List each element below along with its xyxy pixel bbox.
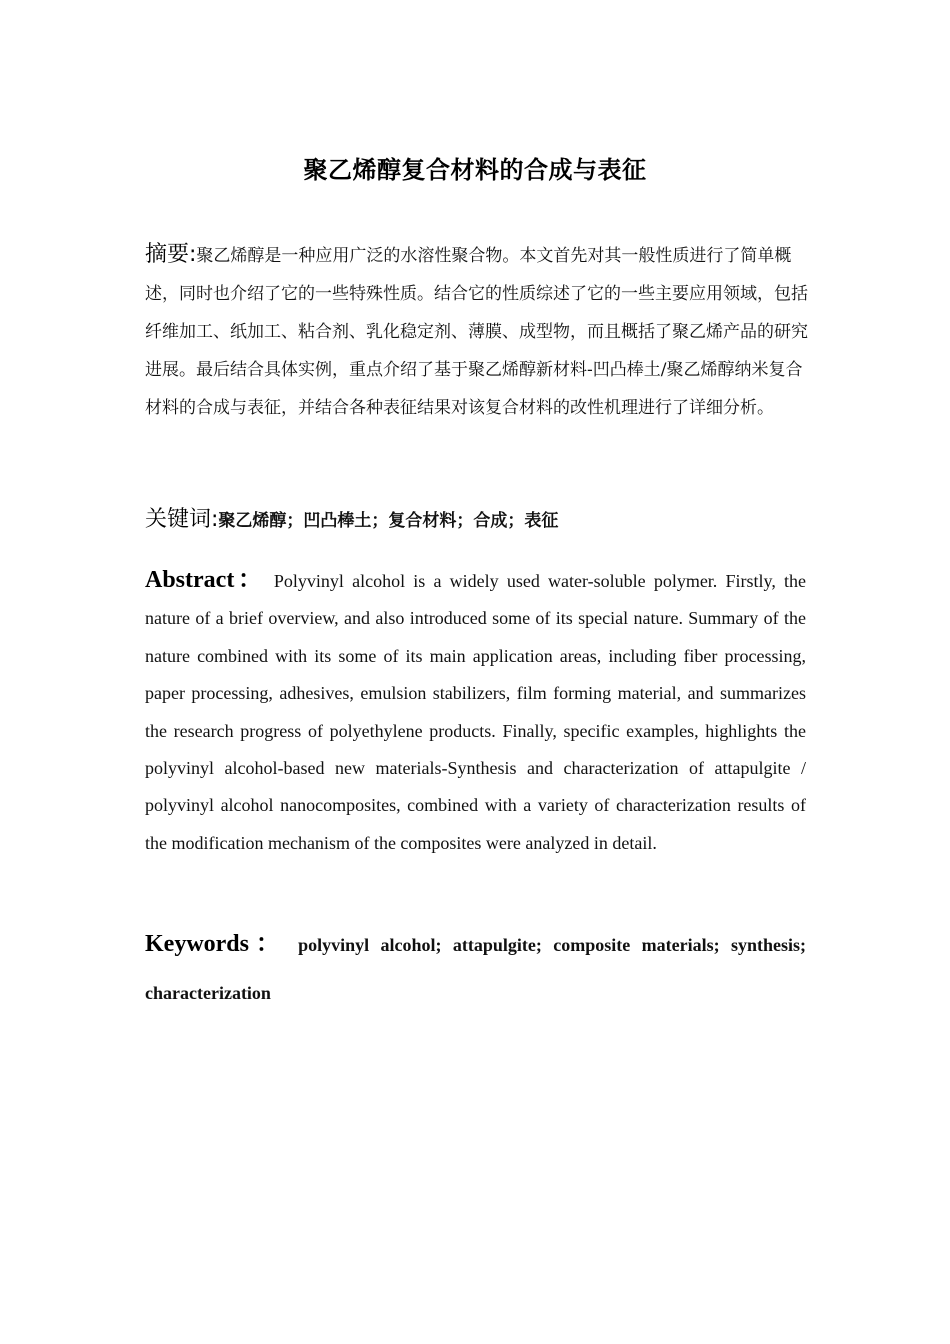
paper-title: 聚乙烯醇复合材料的合成与表征: [303, 156, 647, 184]
english-keywords: [145, 920, 806, 1017]
english-keywords-text: polyvinyl alcohol; attapulgite; composite materials; synthesis; characterization: [145, 935, 807, 1003]
english-keywords-label: Keywords：: [145, 931, 287, 957]
chinese-abstract-text: 聚乙烯醇是一种应用广泛的水溶性聚合物。本文首先对其一般性质进行了简单概述，同时也介绍了它的一些特殊性质。结合它的性质综述了它的一些主要应用领域，包括纤维加工、纸加工、粘合剂、乳化稳定剂、薄膜、成型物，而且概括了聚乙烯产品的研究进展。最后结合具体实例，重点介绍了基于聚乙烯醇新材料-凹凸棒土/聚乙烯醇纳米复合材料的合成与表征，并结合各种表征结果对该复合材料的改性机理进行了详细分析。: [145, 246, 808, 418]
chinese-keywords-text: 聚乙烯醇；凹凸棒土；复合材料；合成；表征: [218, 511, 559, 531]
english-abstract-label: Abstract：: [145, 567, 266, 593]
english-abstract-text: Polyvinyl alcohol is a widely used water-soluble polymer. Firstly, the nature of a brief overview, and also introduced some of its special nature. Summary of the nature combined with its some of its main application areas, including fiber processing, paper processing, adhesives, emulsion stabilizers, film forming material, and summarizes the research progress of polyethylene products. Finally, specific examples, highlights the polyvinyl alcohol-based new materials-Synthesis and characterization of attapulgite / polyvinyl alcohol nanocomposites, combined with a variety of characterization results of the modification mechanism of the composites were analyzed in detail.: [145, 571, 807, 853]
chinese-abstract-label: 摘要:: [145, 242, 197, 267]
chinese-keywords-label: 关键词:: [145, 507, 219, 532]
chinese-keywords: [145, 503, 810, 538]
english-abstract: [145, 562, 806, 862]
chinese-abstract: [145, 236, 810, 427]
